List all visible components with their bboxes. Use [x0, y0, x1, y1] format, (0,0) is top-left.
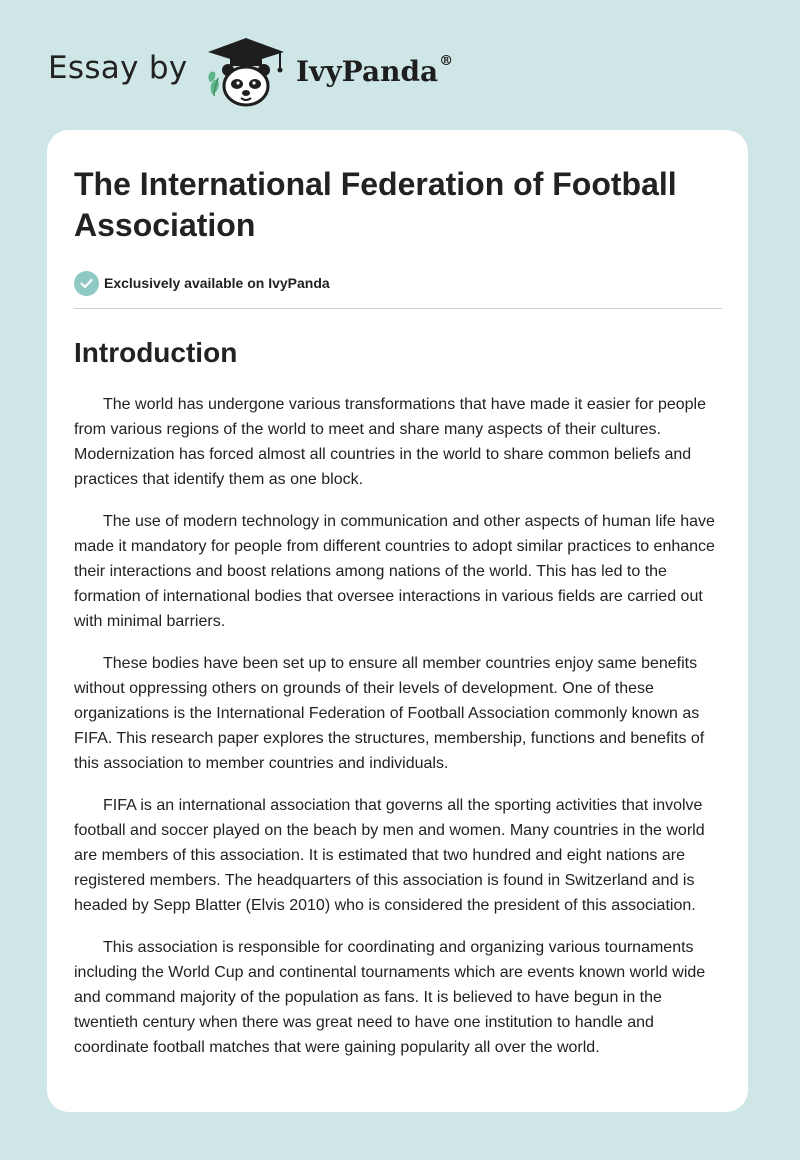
availability-label: Exclusively available on IvyPanda: [104, 275, 330, 291]
paragraph: These bodies have been set up to ensure all member countries enjoy same benefits without oppressing others on grounds of their levels of development. One of these organizations is the International Federation of Football Association commonly known as FIFA. This research paper explores the structures, membership, functions and benefits of this association to member countries and individuals.: [74, 655, 705, 772]
leaf-icon: [208, 72, 218, 96]
essay-body: [74, 392, 722, 1060]
paragraph: FIFA is an international association that governs all the sporting activities that involve football and soccer played on the beach by men and women. Many countries in the world are members of this association. It is estimated that two hundred and eight nations are registered members. The headquarters of this association is found in Switzerland and is headed by Sepp Blatter (Elvis 2010) who is considered the president of this association.: [74, 797, 705, 914]
paragraph: The world has undergone various transformations that have made it easier for people from various regions of the world to meet and share many aspects of their cultures. Modernization has forced almost all countries in the world to share common beliefs and practices that identify them as one block.: [74, 396, 707, 488]
essay-by-label: Essay by: [48, 50, 188, 86]
brand-logo-text[interactable]: IvyPanda®: [296, 53, 454, 88]
paragraph: The use of modern technology in communication and other aspects of human life have made it mandatory for people from different countries to adopt similar practices to enhance their interactions and boost relations among nations of the world. This has led to the formation of international bodies that oversee interactions in various fields are carried out with minimal barriers.: [74, 513, 715, 630]
site-header: [0, 0, 800, 130]
check-icon: [74, 271, 99, 296]
essay-card: [47, 130, 748, 1112]
availability-badge: [74, 268, 722, 298]
paragraph: This association is responsible for coordinating and organizing various tournaments including the World Cup and continental tournaments which are events known world wide and command majority of the population as fans. It is believed to have begun in the twentieth century when there was great need to have one institution to handle and coordinate football matches that were gaining popularity all over the world.: [74, 939, 706, 1056]
divider: [74, 308, 722, 309]
section-heading: Introduction: [74, 337, 238, 368]
panda-logo-icon[interactable]: [200, 34, 292, 108]
registered-mark: ®: [439, 53, 454, 69]
page-title: The International Federation of Football Association: [74, 166, 677, 243]
